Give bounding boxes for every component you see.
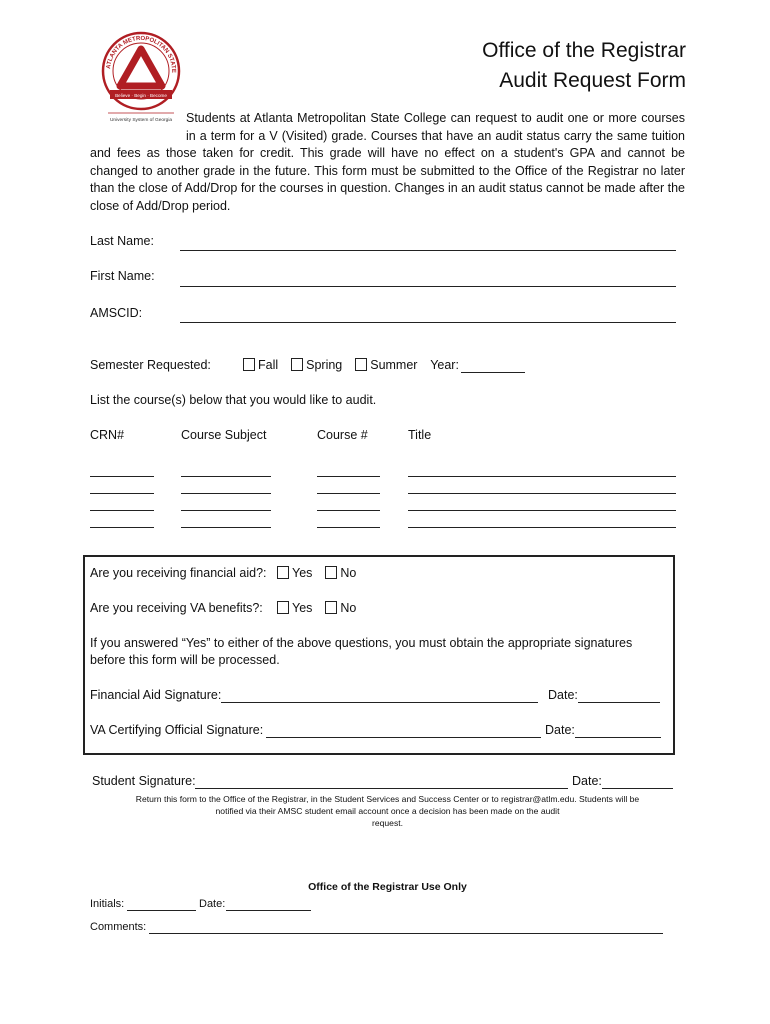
spring-checkbox[interactable]: [291, 358, 303, 371]
financial-aid-label: Are you receiving financial aid?:: [90, 566, 267, 580]
svg-text:Believe · Begin · Become: Believe · Begin · Become: [115, 93, 167, 98]
comments-label: Comments:: [90, 921, 147, 933]
return-note-line-3: request.: [371, 818, 404, 828]
semester-label: Semester Requested:: [90, 358, 211, 372]
summer-label: Summer: [370, 358, 418, 372]
financial-aid-question: [90, 565, 267, 582]
fa-date-label: Date:: [548, 688, 578, 702]
first-name-field[interactable]: [180, 286, 676, 287]
va-options: [277, 600, 356, 617]
amscid-field[interactable]: [180, 322, 676, 323]
summer-checkbox[interactable]: [355, 358, 367, 371]
last-name-field[interactable]: [180, 250, 676, 251]
course-subject-field[interactable]: [181, 476, 271, 477]
last-name-label: Last Name:: [90, 234, 154, 248]
course-number-header: Course #: [317, 428, 368, 442]
office-date-label: Date:: [199, 898, 226, 910]
amscid-label: AMSCID:: [90, 306, 143, 320]
fall-label: Fall: [258, 358, 279, 372]
first-name-label: First Name:: [90, 269, 155, 283]
no-label: No: [340, 601, 357, 615]
va-signature-field[interactable]: [266, 737, 541, 738]
title-line-1: Office of the Registrar: [482, 39, 686, 62]
year-field[interactable]: [461, 372, 525, 373]
fa-signature-field[interactable]: [221, 702, 538, 703]
student-date-field[interactable]: [602, 788, 673, 789]
initials-label: Initials:: [90, 898, 125, 910]
financial-aid-yes-checkbox[interactable]: [277, 566, 289, 579]
course-title-field[interactable]: [408, 510, 676, 511]
office-date-field[interactable]: [226, 910, 311, 911]
no-label: No: [340, 566, 357, 580]
office-use-heading: Office of the Registrar Use Only: [308, 881, 467, 893]
fa-date-field[interactable]: [578, 702, 660, 703]
semester-options: [243, 357, 459, 374]
return-note: [90, 793, 685, 829]
crn-header: CRN#: [90, 428, 125, 442]
course-title-field[interactable]: [408, 476, 676, 477]
course-subject-field[interactable]: [181, 493, 271, 494]
return-note-line-1: Return this form to the Office of the Registrar, in the Student Services and Success Center or to registrar@atlm.edu. Students will be: [135, 794, 640, 804]
form-title: [482, 36, 686, 96]
student-date-label: Date:: [572, 774, 602, 788]
spring-label: Spring: [306, 358, 343, 372]
crn-field[interactable]: [90, 527, 154, 528]
title-line-2: Audit Request Form: [499, 69, 686, 92]
course-subject-field[interactable]: [181, 510, 271, 511]
financial-aid-options: [277, 565, 356, 582]
title-header: Title: [408, 428, 432, 442]
aid-note-line-1: If you answered “Yes” to either of the above questions, you must obtain the appropriate signatures: [90, 636, 633, 650]
financial-aid-no-checkbox[interactable]: [325, 566, 337, 579]
va-no-checkbox[interactable]: [325, 601, 337, 614]
yes-label: Yes: [292, 601, 313, 615]
svg-text:University System of Georgia: University System of Georgia: [109, 118, 173, 123]
intro-line-2: in a term for a V (Visited) grade. Courses that have an audit status carry the same tuition: [186, 128, 685, 143]
initials-field[interactable]: [127, 910, 196, 911]
va-signature-label: VA Certifying Official Signature:: [90, 723, 264, 737]
va-question: [90, 600, 263, 617]
va-date-label: Date:: [545, 723, 575, 737]
aid-note-line-2: before this form will be processed.: [90, 653, 280, 667]
college-logo: [100, 30, 182, 126]
student-signature-label: Student Signature:: [92, 774, 196, 788]
va-yes-checkbox[interactable]: [277, 601, 289, 614]
crn-field[interactable]: [90, 493, 154, 494]
fa-signature-label: Financial Aid Signature:: [90, 688, 222, 702]
course-subject-field[interactable]: [181, 527, 271, 528]
course-number-field[interactable]: [317, 510, 380, 511]
course-instruction: List the course(s) below that you would like to audit.: [90, 393, 377, 407]
crn-field[interactable]: [90, 476, 154, 477]
crn-field[interactable]: [90, 510, 154, 511]
fall-checkbox[interactable]: [243, 358, 255, 371]
svg-text:ATLANTA METROPOLITAN STATE COL: ATLANTA METROPOLITAN STATE: [106, 35, 177, 73]
course-number-field[interactable]: [317, 493, 380, 494]
intro-line-1: Students at Atlanta Metropolitan State College can request to audit one or more courses: [186, 111, 685, 125]
course-number-field[interactable]: [317, 527, 380, 528]
yes-label: Yes: [292, 566, 313, 580]
course-subject-header: Course Subject: [181, 428, 267, 442]
year-label: Year:: [430, 358, 459, 372]
course-title-field[interactable]: [408, 493, 676, 494]
student-signature-field[interactable]: [195, 788, 568, 789]
intro-paragraph: and fees as those taken for credit. This grade will have no effect on a student's GPA and cannot be changed to another grade in the future. This form must be submitted to the Office of the Registrar no later than the close of Add/Drop for the courses in question. Changes in an audit status cannot be made after the close of Add/Drop period.: [90, 146, 685, 213]
course-title-field[interactable]: [408, 527, 676, 528]
va-date-field[interactable]: [575, 737, 661, 738]
comments-field[interactable]: [149, 933, 663, 934]
course-number-field[interactable]: [317, 476, 380, 477]
va-label: Are you receiving VA benefits?:: [90, 601, 263, 615]
return-note-line-2: notified via their AMSC student email account once a decision has been made on the audit: [215, 806, 560, 816]
